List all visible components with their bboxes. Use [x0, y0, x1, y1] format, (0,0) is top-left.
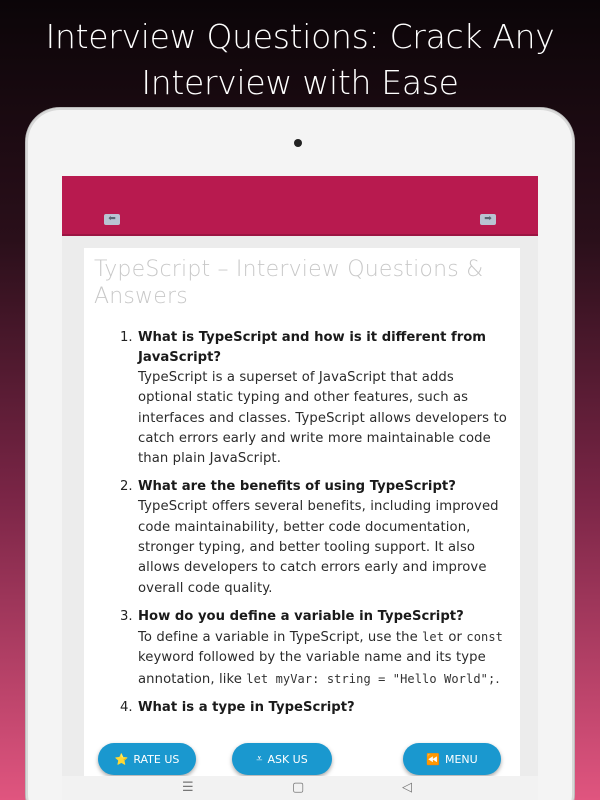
qa-question: What are the benefits of using TypeScript?	[138, 479, 456, 495]
rate-us-label: RATE US	[133, 752, 180, 766]
qa-number: 2.	[120, 479, 133, 495]
qa-number: 3.	[120, 608, 133, 624]
forward-arrow-icon[interactable]: ➡	[480, 214, 496, 225]
app-bar	[62, 176, 538, 236]
answer-text: keyword followed by the variable name and its type annotation, like	[138, 650, 486, 687]
answer-text: To define a variable in TypeScript, use the	[138, 629, 423, 645]
qa-number: 4.	[120, 699, 133, 715]
answer-text: or	[444, 629, 467, 645]
rewind-icon: ⏪	[426, 752, 440, 766]
qa-item	[108, 698, 508, 718]
home-icon[interactable]: ▢	[292, 780, 305, 795]
star-icon: ⭐	[114, 752, 129, 766]
qa-question: How do you define a variable in TypeScript?	[138, 608, 464, 624]
code-keyword: const	[466, 629, 503, 644]
ask-icon: ⩡	[256, 752, 263, 765]
promo-headline: Interview Questions: Crack Any Interview with Ease	[45, 17, 555, 102]
recents-icon[interactable]: ☰	[182, 780, 194, 795]
qa-answer: TypeScript is a superset of JavaScript that adds optional static typing and other features, such as interfaces and classes. TypeScript allows developers to catch errors early and write more maintainable code than plain JavaScript.	[138, 370, 507, 467]
app-screen	[62, 176, 538, 800]
answer-text: .	[495, 671, 500, 687]
back-arrow-icon[interactable]: ⬅	[104, 214, 120, 225]
qa-number: 1.	[120, 330, 133, 345]
article-title: TypeScript – Interview Questions & Answers	[94, 257, 484, 309]
code-keyword: let	[422, 629, 445, 644]
ask-us-button[interactable]	[232, 743, 332, 775]
back-icon[interactable]: ◁	[402, 780, 412, 795]
qa-item	[108, 477, 508, 598]
qa-list	[108, 328, 508, 726]
tablet-camera	[294, 139, 302, 147]
qa-question: What is TypeScript and how is it different from JavaScript?	[138, 330, 487, 365]
code-example: let myVar: string = "Hello World";	[246, 671, 496, 686]
rate-us-button[interactable]	[98, 743, 196, 775]
menu-label: MENU	[444, 752, 478, 766]
ask-us-label: ASK US	[267, 752, 308, 766]
qa-item	[108, 607, 508, 690]
qa-answer	[138, 627, 508, 690]
article-page	[84, 248, 520, 800]
system-nav-bar	[62, 776, 538, 800]
menu-button[interactable]	[403, 743, 501, 775]
qa-answer: TypeScript offers several benefits, including improved code maintainability, better code documentation, stronger typing, and better tooling support. It also allows developers to catch errors early and improve overall code quality.	[138, 499, 499, 596]
qa-question: What is a type in TypeScript?	[138, 699, 355, 715]
qa-item	[108, 328, 508, 469]
